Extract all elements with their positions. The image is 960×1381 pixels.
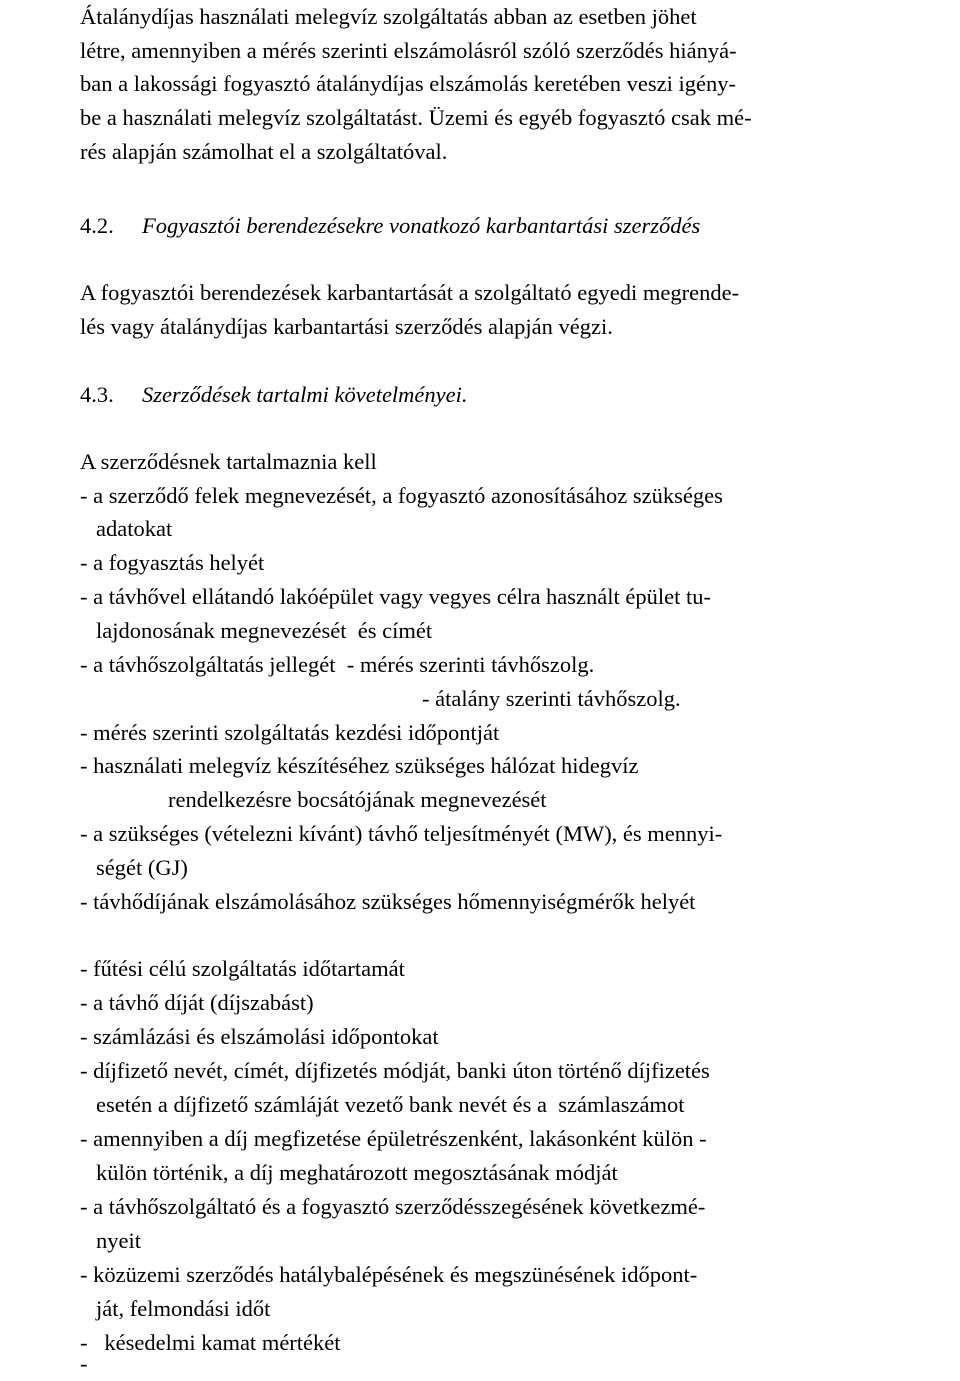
intro-line: Átalánydíjas használati melegvíz szolgáltatás abban az esetben jöhet <box>80 4 697 29</box>
list-item: nyeit <box>96 1228 141 1253</box>
list-item: - a fogyasztás helyét <box>80 550 265 575</box>
intro-line: rés alapján számolhat el a szolgáltatóval. <box>80 139 448 164</box>
list-item: ját, felmondási időt <box>96 1296 271 1321</box>
body-line: A fogyasztói berendezések karbantartását a szolgáltató egyedi megrende- <box>80 280 740 305</box>
intro-line: be a használati melegvíz szolgáltatást. Üzemi és egyéb fogyasztó csak mé- <box>80 105 752 130</box>
section-number: 4.3. <box>80 382 114 407</box>
list-item: ségét (GJ) <box>96 855 188 880</box>
list-item: - közüzemi szerződés hatálybalépésének és megszünésének időpont- <box>80 1262 698 1287</box>
list-item: - a távhőszolgáltató és a fogyasztó szerződésszegésének következmé- <box>80 1194 706 1219</box>
list-item: - a szükséges (vételezni kívánt) távhő teljesítményét (MW), és mennyi- <box>80 821 723 846</box>
list-item: külön történik, a díj meghatározott megosztásának módját <box>96 1160 618 1185</box>
list-item: - késedelmi kamat mértékét <box>80 1330 341 1355</box>
list-item: - amennyiben a díj megfizetése épületrészenként, lakásonként külön - <box>80 1126 707 1151</box>
list-item: - díjfizető nevét, címét, díjfizetés módját, banki úton történő díjfizetés <box>80 1058 710 1083</box>
intro-line: ban a lakossági fogyasztó átalánydíjas elszámolás keretében veszi igény- <box>80 71 737 96</box>
list-item: - a szerződő felek megnevezését, a fogyasztó azonosításához szükséges <box>80 483 723 508</box>
section-title: Szerződések tartalmi követelményei. <box>142 382 468 407</box>
lead-line: A szerződésnek tartalmaznia kell <box>80 449 377 474</box>
intro-line: létre, amennyiben a mérés szerinti elszámolásról szóló szerződés hiányá- <box>80 38 737 63</box>
list-item: - a távhő díját (díjszabást) <box>80 990 314 1015</box>
list-item: adatokat <box>96 516 173 541</box>
list-item: - mérés szerinti szolgáltatás kezdési időpontját <box>80 720 500 745</box>
list-item: rendelkezésre bocsátójának megnevezését <box>168 787 547 812</box>
body-line: lés vagy átalánydíjas karbantartási szerződés alapján végzi. <box>80 314 613 339</box>
list-item: - a távhőszolgáltatás jellegét - mérés szerinti távhőszolg. <box>80 652 595 677</box>
list-item: - távhődíjának elszámolásához szükséges hőmennyiségmérők helyét <box>80 889 696 914</box>
section-number: 4.2. <box>80 213 114 238</box>
section-title: Fogyasztói berendezésekre vonatkozó karbantartási szerződés <box>142 213 701 238</box>
list-item: - használati melegvíz készítéséhez szükséges hálózat hidegvíz <box>80 753 639 778</box>
list-item: esetén a díjfizető számláját vezető bank nevét és a számlaszámot <box>96 1092 685 1117</box>
list-item: - a távhővel ellátandó lakóépület vagy vegyes célra használt épület tu- <box>80 584 711 609</box>
list-item: - <box>80 1351 88 1376</box>
list-item: - átalány szerinti távhőszolg. <box>422 686 681 711</box>
list-item: lajdonosának megnevezését és címét <box>96 618 433 643</box>
list-item: - számlázási és elszámolási időpontokat <box>80 1024 439 1049</box>
list-item: - fűtési célú szolgáltatás időtartamát <box>80 956 405 981</box>
